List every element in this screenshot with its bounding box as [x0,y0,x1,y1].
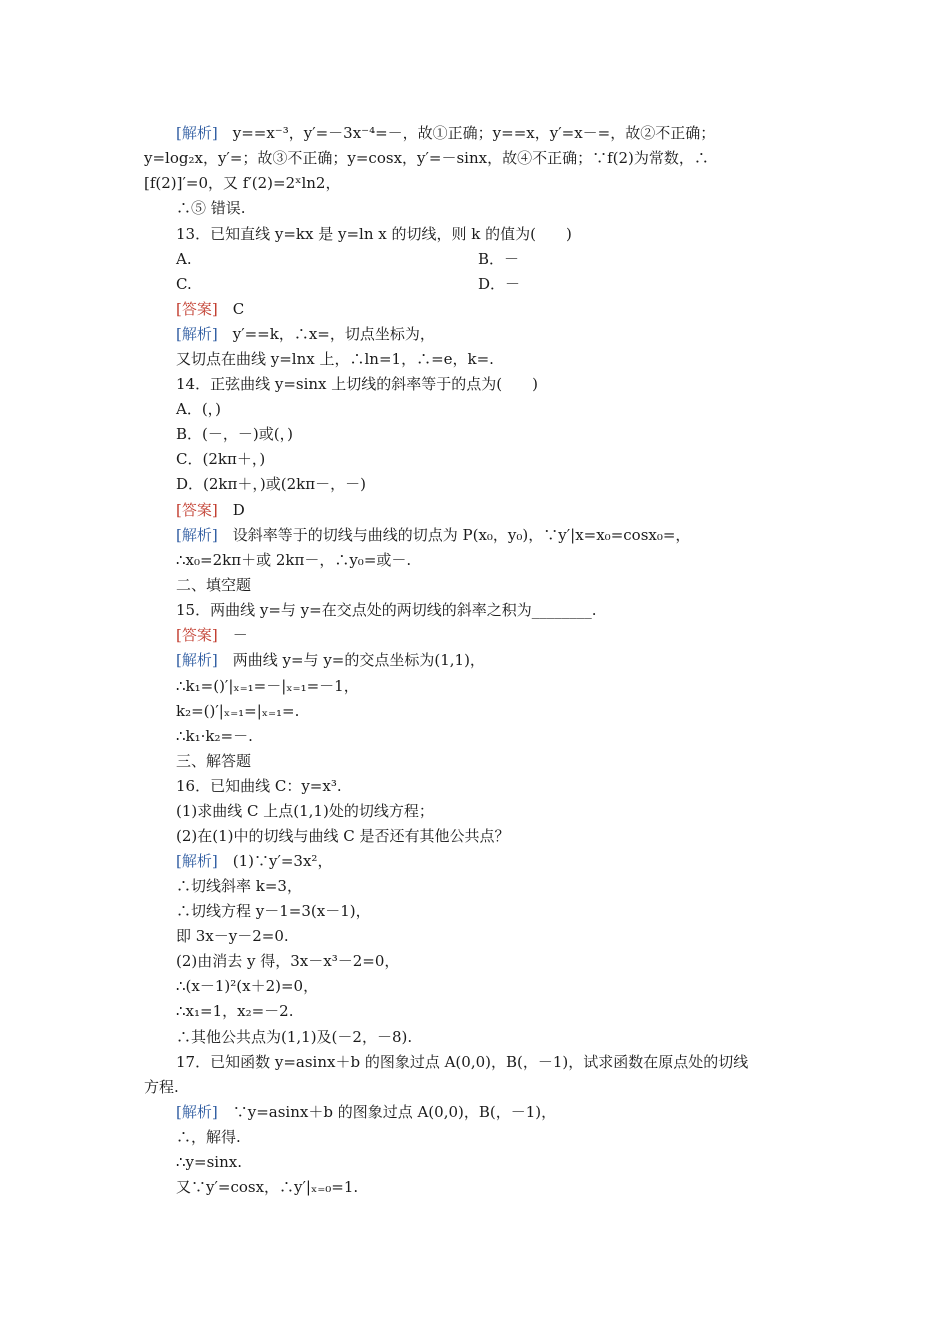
answer-13 [176,299,244,319]
analysis-tag: [解析] [176,651,218,669]
option-a: A. [176,250,192,268]
line: ∴x₁=1，x₂=－2. [176,1002,294,1020]
option-c: C．(2kπ＋，) [176,450,266,468]
text: C [232,300,245,318]
line: 方程. [144,1078,179,1096]
question-13: 13．已知直线 y=kx 是 y=ln x 的切线，则 k 的值为( ) [176,225,572,243]
question-16: 16．已知曲线 C：y=x³. [176,777,342,795]
line: 即 3x－y－2=0. [176,927,289,945]
option-b: B．－ [478,250,520,268]
analysis-15 [176,650,485,670]
line: (1)求曲线 C 上点(1,1)处的切线方程； [176,802,434,820]
line: [f(2)]′=0，又 f′(2)=2ˣln2， [144,174,341,192]
text: y′==k，∴x=，切点坐标为， [232,325,435,343]
option-d: D．(2kπ＋，)或(2kπ－，－) [176,475,366,493]
line: ∴y=sinx. [176,1153,242,1171]
line: ∴，解得. [176,1128,241,1146]
line: y=log₂x，y′=；故③不正确；y=cosx，y′=－sinx，故④不正确；∵f(2)为常数，∴ [144,149,709,167]
option-b: B．(－，－)或(，) [176,425,293,443]
line: (2)在(1)中的切线与曲线 C 是否还有其他公共点？ [176,827,510,845]
answer-tag: [答案] [176,300,218,318]
text: 两曲线 y=与 y=的交点坐标为(1,1)， [232,651,485,669]
text: D [232,501,245,519]
analysis-tag: [解析] [176,325,218,343]
line: 又∵y′=cosx，∴y′|ₓ₌₀=1. [176,1178,359,1196]
line: ∴x₀=2kπ＋或 2kπ－，∴y₀=或－. [176,551,412,569]
analysis-tag: [解析] [176,526,218,544]
analysis-tag: [解析] [176,852,218,870]
text: － [232,626,248,644]
answer-15 [176,625,248,645]
text: 设斜率等于的切线与曲线的切点为 P(x₀，y₀)，∵y′|x=x₀=cosx₀=， [232,526,691,544]
text: (1)∵y′=3x²， [232,852,333,870]
question-14: 14．正弦曲线 y=sinx 上切线的斜率等于的点为( ) [176,375,538,393]
answer-tag: [答案] [176,501,218,519]
text: y==x⁻³，y′=－3x⁻⁴=－，故①正确；y==x，y′=x－=，故②不正确； [232,124,716,142]
analysis-17 [176,1102,556,1122]
section-heading-2: 二、填空题 [176,576,252,594]
line: ∴其他公共点为(1,1)及(－2，－8). [176,1028,413,1046]
answer-14 [176,500,245,520]
analysis-tag: [解析] [176,124,218,142]
question-17: 17．已知函数 y=asinx＋b 的图象过点 A(0,0)，B(，－1)，试求函数在原点处的切线 [176,1053,749,1071]
line: 又切点在曲线 y=lnx 上，∴ln=1，∴=e，k=. [176,350,494,368]
line: ∴⑤ 错误. [176,199,246,217]
line: ∴切线方程 y－1=3(x－1)， [176,902,371,920]
option-a: A．(，) [176,400,222,418]
line: ∴k₁·k₂=－. [176,727,253,745]
text: ∵y=asinx＋b 的图象过点 A(0,0)，B(，－1)， [232,1103,557,1121]
analysis-13 [176,324,435,344]
analysis-14 [176,525,690,545]
option-c: C. [176,275,192,293]
line: ∴切线斜率 k=3， [176,877,302,895]
answer-tag: [答案] [176,626,218,644]
line: (2)由消去 y 得，3x－x³－2=0， [176,952,400,970]
line: k₂=()′|ₓ₌₁=|ₓ₌₁=. [176,702,300,720]
option-d: D．－ [478,275,521,293]
question-15: 15．两曲线 y=与 y=在交点处的两切线的斜率之积为________. [176,601,597,619]
line-analysis-12 [176,123,715,143]
analysis-tag: [解析] [176,1103,218,1121]
section-heading-3: 三、解答题 [176,752,252,770]
analysis-16 [176,851,332,871]
line: ∴k₁=()′|ₓ₌₁=－|ₓ₌₁=－1， [176,677,359,695]
line: ∴(x－1)²(x＋2)=0， [176,977,319,995]
